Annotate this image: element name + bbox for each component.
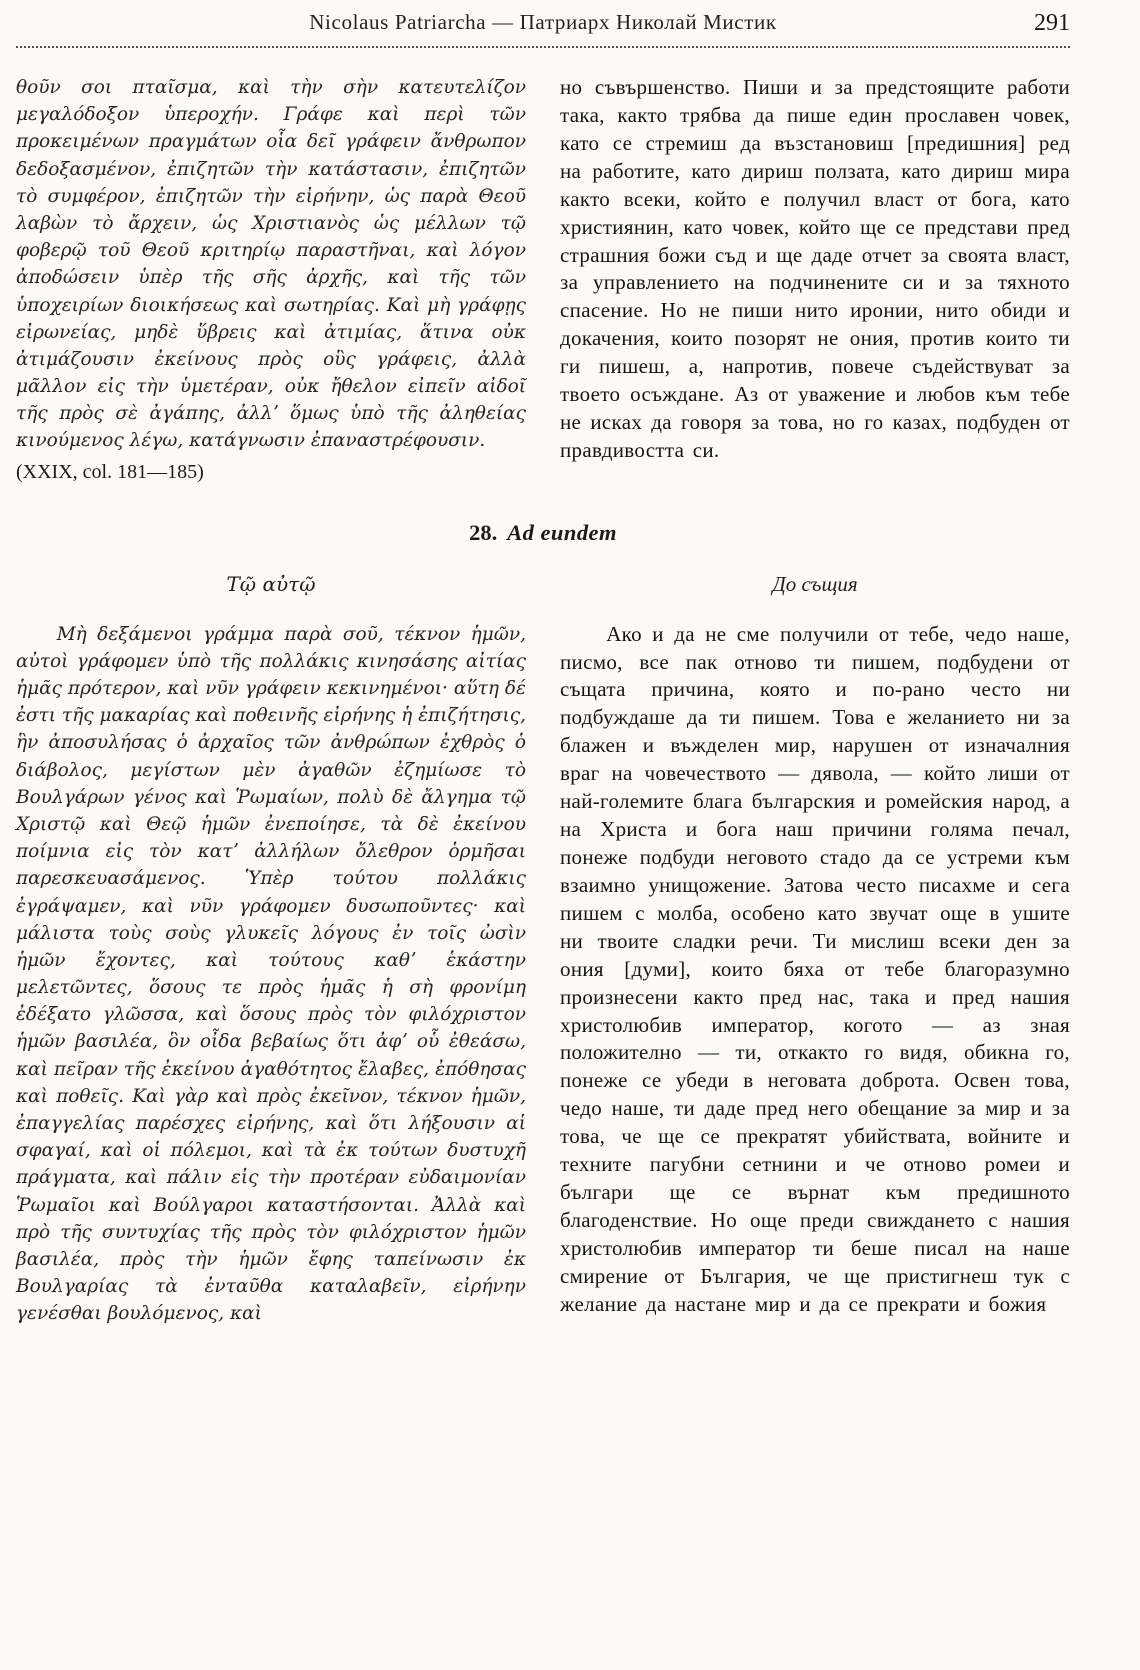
letter-27-bulgarian-paragraph: но съвършенство. Пиши и за предстоящите работи така, както трябва да пише един прославен човек, като се стремиш да възстановиш [предишния] ред на работите, като дириш ползата, като дириш мира както всеки, който е получил власт от бога, като християнин, като човек, който ще се представи пред страшния божи съд и ще даде отчет за своята власт, за управлението на подчинените си и за тяхното спасение. Но не пиши нито иронии, нито обиди и докачения, които позорят не ония, против които ти ги пишеш, а, напротив, повече съдействуват за твоето осъждане. Аз от уважение и любов към тебе не исках да говоря за това, но го казах, подбуден от правдивостта си. [560, 75, 1070, 462]
letter-27-columns [16, 74, 1070, 484]
letter-28-bulgarian-column [560, 621, 1070, 1319]
letter-28-columns [16, 621, 1070, 1328]
letter-27-greek-paragraph: θοῦν σοι πταῖσμα, καὶ τὴν σὴν κατευτελίζον μεγαλόδοξον ὑπεροχήν. Γράφε καὶ περὶ τῶν προκειμένων πραγμάτων οἷα δεῖ γράφειν ἄνθρωπον δεδοξασμένον, ἐπιζητῶν τὴν κατάστασιν, ἐπιζητῶν τὸ συμφέρον, ἐπιζητῶν τὴν εἰρήνην, ὡς παρὰ Θεοῦ λαβὼν τὸ ἄρχειν, ὡς Χριστιανὸς ὡς μέλλων τῷ φοβερῷ τοῦ Θεοῦ κριτηρίῳ παραστῆναι, καὶ λόγον ἀποδώσειν ὑπὲρ τῆς σῆς ἀρχῆς, καὶ τῆς τῶν ὑποχειρίων διοικήσεως καὶ σωτηρίας. Καὶ μὴ γράφῃς εἰρωνείας, μηδὲ ὕβρεις καὶ ἀτιμίας, ἅτινα οὐκ ἀτιμάζουσιν ἐκείνους πρὸς οὓς γράφεις, ἀλλὰ μᾶλλον εἰς τὴν ὑμετέραν, οὐκ ἤθελον εἰπεῖν αἰδοῖ τῆς πρὸς σὲ ἀγάπης, ἀλλʼ ὅμως ὑπὸ τῆς ἀληθείας κινούμενος λέγω, κατάγνωσιν ἐπαναστρέφουσιν. [16, 77, 526, 452]
letter-28-greek-subheading: Τῷ αὐτῷ [226, 571, 316, 596]
letter-28-greek-column [16, 621, 526, 1328]
header-divider-rule [16, 46, 1070, 48]
letter-28-bulgarian-paragraph: Ако и да не сме получили от тебе, чедо наше, писмо, все пак отново ти пишем, подбудени от същата причина, която и по-рано често ни подбуждаше да ти пишем. Това е желанието ни за блажен и въжделен мир, нарушен от изначалния враг на човечеството — дявола, — който лиши от най-големите блага българския и ромейския народ, а на Христа и бога наш причини голяма печал, понеже подбуди неговото стадо да се устреми към взаимно унищожение. Затова често писахме и сега пишем с молба, особено като звучат още в ушите ни твоите сладки речи. Ти мислиш всеки ден за ония [думи], които бяха от тебе благоразумно произнесени както пред нас, така и пред нашия христолюбив император, когото — аз зная положително — ти, откакто го видя, обикна го, понеже се убеди в неговата доброта. Освен това, чедо наше, ти даде пред него обещание за мир и за това, че ще се прекратят убийствата, войните и техните пагубни сетнини и че отново ромеи и българи ще се върнат към предишното благоденствие. Но още преди свиждането с нашия христолюбив император ти беше писал на наше смирение от България, че ще пристигнеш тук с желание да настане мир и да се прекрати и божия [560, 621, 1070, 1316]
running-head-title: Nicolaus Patriarcha — Патриарх Николай Мистик [309, 10, 777, 34]
letter-28-heading-title: Ad eundem [507, 519, 617, 545]
letter-27-citation: (XXIX, col. 181—185) [16, 460, 204, 483]
page-number: 291 [1034, 10, 1070, 36]
letter-27-greek-column [16, 74, 526, 484]
letter-28-bulgarian-subheading: До същия [772, 571, 858, 596]
letter-28-subheadings [16, 572, 1070, 597]
letter-28-greek-paragraph: Μὴ δεξάμενοι γράμμα παρὰ σοῦ, τέκνον ἡμῶν, αὐτοὶ γράφομεν ὑπὸ τῆς πολλάκις κινησάσης αἰτίας ἡμᾶς πρότερον, καὶ νῦν γράφειν κεκινημένοι· αὕτη δέ ἐστι τῆς μακαρίας καὶ ποθεινῆς εἰρήνης ἡ ἐπιζήτησις, ἣν ἀποσυλήσας ὁ ἀρχαῖος τῶν ἀνθρώπων ἐχθρὸς ὁ διάβολος, μεγίστων μὲν ἀγαθῶν ἐζημίωσε τὸ Βουλγάρων γένος καὶ Ῥωμαίων, πολὺ δὲ ἄλγημα τῷ Χριστῷ καὶ Θεῷ ἡμῶν ἐνεποίησε, τὰ δὲ ἐκείνου ποίμνια εἰς τὸν κατʼ ἀλλήλων ὄλεθρον ὁρμῆσαι παρεσκευασάμενος. Ὑπὲρ τούτου πολλάκις ἐγράψαμεν, καὶ νῦν γράφομεν δυσωποῦντες· καὶ μάλιστα τοὺς σοὺς γλυκεῖς λόγους ἐν τοῖς ὠσὶν ἡμῶν ἔχοντες, καὶ τούτους καθʼ ἑκάστην μελετῶντες, ὅσους τε πρὸς ἡμᾶς ἡ σὴ φρονίμη ἐδέξατο γλῶσσα, καὶ ὅσους πρὸς τὸν φιλόχριστον ἡμῶν βασιλέα, ὃν οἶδα βεβαίως ὅτι ἀφʼ οὗ ἐθεάσω, καὶ πεῖραν τῆς ἐκείνου ἀγαθότητος ἔλαβες, ἐπόθησας καὶ ποθεῖς. Καὶ γὰρ καὶ πρὸς ἐκεῖνον, τέκνον ἡμῶν, ἐπαγγελίας παρέσχες εἰρήνης, καὶ ὅτι λήξουσιν αἱ σφαγαί, καὶ οἱ πόλεμοι, καὶ τὰ ἐκ τούτων δυστυχῆ πράγματα, καὶ πάλιν εἰς τὴν προτέραν εὐδαιμονίαν Ῥωμαῖοι καὶ Βούλγαροι καταστήσονται. Ἀλλὰ καὶ πρὸ τῆς συντυχίας τῆς πρὸς τὸν φιλόχριστον ἡμῶν βασιλέα, πρὸς τὴν ἡμῶν ἔφης ταπείνωσιν ἐκ Βουλγαρίας τὰ ἐνταῦθα καταλαβεῖν, εἰρήνην γενέσθαι βουλόμενος, καὶ [16, 623, 527, 1325]
letter-27-bulgarian-column [560, 74, 1070, 465]
page-header [16, 10, 1070, 44]
letter-28-heading-number: 28. [469, 519, 498, 545]
letter-28-heading [16, 520, 1070, 546]
